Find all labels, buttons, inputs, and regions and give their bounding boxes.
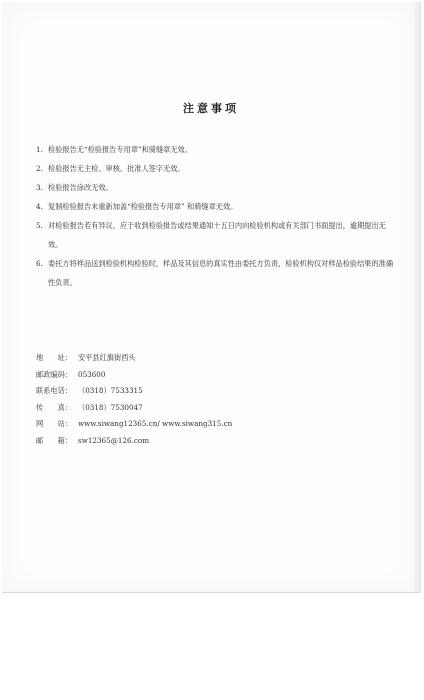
contact-value: 安平县红旗街西头	[78, 353, 136, 362]
page-title: 注意事项	[183, 102, 239, 115]
contact-label: 邮政编码：	[36, 369, 72, 379]
list-item	[36, 254, 396, 292]
note-text: 委托方将样品送到检验机构检验时，样品及其信息的真实性由委托方负责，检验机构仅对样品检验结果的准确性负责。	[48, 259, 394, 287]
contact-label: 传 真：	[36, 402, 72, 412]
note-text: 检验报告无主检、审核、批准人签字无效。	[48, 164, 185, 173]
document-page	[2, 2, 421, 593]
list-item	[36, 197, 396, 216]
note-text: 检验报告无“检验报告专用章”和骑缝章无效。	[48, 145, 192, 154]
notes-list	[36, 140, 396, 292]
note-text: 检验报告涂改无效。	[48, 183, 113, 192]
list-item	[36, 140, 396, 159]
contact-value: sw12365@126.com	[78, 435, 150, 445]
contact-label: 网 站：	[36, 419, 72, 428]
contact-phone	[36, 383, 356, 400]
contact-value: 053600	[78, 369, 106, 379]
contact-label: 邮 箱：	[36, 435, 72, 445]
contact-value: （0318）7530047	[78, 402, 143, 412]
note-number: 4.	[36, 202, 43, 211]
note-number: 2.	[36, 164, 43, 173]
note-number: 5.	[36, 221, 43, 230]
contact-website	[36, 416, 356, 433]
contact-postcode	[36, 367, 356, 384]
list-item	[36, 216, 396, 254]
contact-value: （0318）7533315	[78, 386, 143, 395]
contact-address	[36, 350, 356, 367]
list-item	[36, 159, 396, 178]
note-number: 1.	[36, 145, 43, 154]
note-text: 复制检验报告未重新加盖“检验报告专用章” 和骑缝章无效。	[48, 202, 238, 211]
page-edge	[414, 2, 420, 592]
note-number: 6.	[36, 259, 43, 268]
contact-value: www.siwang12365.cn/ www.siwang315.cn	[78, 419, 233, 428]
note-text: 对检验报告若有异议，应于收到检验报告或结果通知十五日内向检验机构或有关部门书面提出，逾期提出无效。	[48, 221, 386, 249]
contact-email	[36, 433, 356, 450]
note-number: 3.	[36, 183, 43, 192]
contact-fax	[36, 400, 356, 417]
contact-label: 地 址：	[36, 353, 72, 362]
contact-block	[36, 350, 356, 449]
contact-label: 联系电话：	[36, 386, 72, 395]
list-item	[36, 178, 396, 197]
